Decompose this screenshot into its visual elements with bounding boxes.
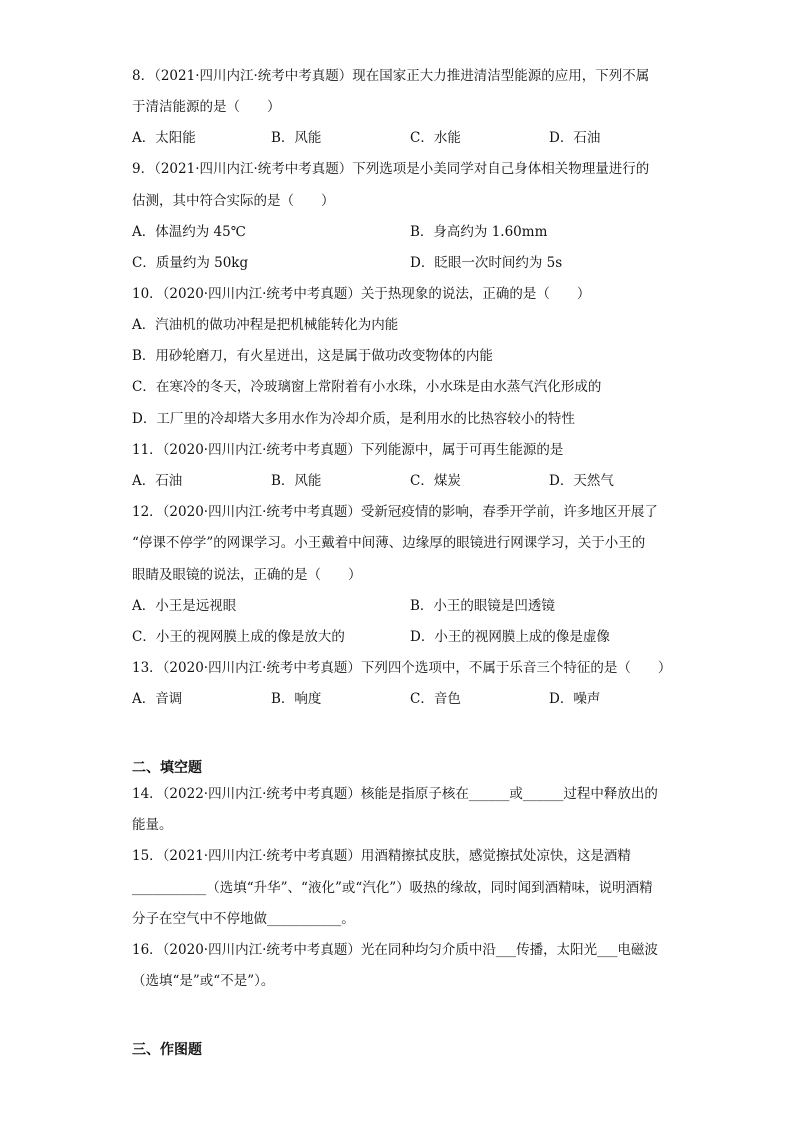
q13-stem: 13．（2020·四川内江·统考中考真题）下列四个选项中，不属于乐音三个特征的是（ ） bbox=[132, 660, 672, 676]
q9-option-d: D．眨眼一次时间约为 5s bbox=[410, 255, 563, 271]
q10-option-d: D．工厂里的冷却塔大多用水作为冷却介质，是利用水的比热容较小的特性 bbox=[132, 411, 575, 427]
q11-stem: 11．（2020·四川内江·统考中考真题）下列能源中，属于可再生能源的是 bbox=[132, 442, 564, 458]
q13-option-a: A．音调 bbox=[132, 691, 183, 707]
q12-stem-line2: “停课不停学”的网课学习。小王戴着中间薄、边缘厚的眼镜进行网课学习，关于小王的 bbox=[132, 535, 646, 551]
q15-stem-line3: 分子在空气中不停地做___________。 bbox=[132, 911, 355, 927]
q14-stem-line2: 能量。 bbox=[132, 817, 173, 833]
q13-option-c: C．音色 bbox=[410, 691, 461, 707]
q10-stem: 10．（2020·四川内江·统考中考真题）关于热现象的说法，正确的是（ ） bbox=[132, 286, 591, 302]
q10-option-b: B．用砂轮磨刀，有火星迸出，这是属于做功改变物体的内能 bbox=[132, 348, 493, 364]
q9-option-c: C．质量约为 50kg bbox=[132, 255, 249, 271]
q9-stem-line2: 估测，其中符合实际的是（ ） bbox=[132, 193, 335, 209]
q10-option-c: C．在寒冷的冬天，冷玻璃窗上常附着有小水珠，小水珠是由水蒸气汽化形成的 bbox=[132, 379, 602, 395]
q11-option-b: B．风能 bbox=[271, 473, 322, 489]
q8-option-d: D．石油 bbox=[549, 130, 601, 146]
q12-option-b: B．小王的眼镜是凹透镜 bbox=[410, 598, 555, 614]
q8-option-c: C．水能 bbox=[410, 130, 461, 146]
q11-option-a: A．石油 bbox=[132, 473, 183, 489]
q11-option-c: C．煤炭 bbox=[410, 473, 461, 489]
q15-stem-line1: 15．（2021·四川内江·统考中考真题）用酒精擦拭皮肤，感觉擦拭处凉快，这是酒精 bbox=[132, 848, 631, 864]
q16-stem-line2: （选填“是”或“不是”）。 bbox=[132, 973, 275, 989]
q12-option-c: C．小王的视网膜上成的像是放大的 bbox=[132, 629, 345, 645]
q10-option-a: A．汽油机的做功冲程是把机械能转化为内能 bbox=[132, 317, 399, 333]
q12-option-d: D．小王的视网膜上成的像是虚像 bbox=[410, 629, 610, 645]
q9-stem-line1: 9．（2021·四川内江·统考中考真题）下列选项是小美同学对自己身体相关物理量进行的 bbox=[132, 161, 650, 177]
q13-option-b: B．响度 bbox=[271, 691, 322, 707]
q9-option-a: A．体温约为 45℃ bbox=[132, 224, 246, 240]
q14-stem-line1: 14．（2022·四川内江·统考中考真题）核能是指原子核在______或______过程中释放出的 bbox=[132, 786, 658, 802]
section-drawing-heading: 三、作图题 bbox=[132, 1042, 202, 1058]
q13-option-d: D．噪声 bbox=[549, 691, 601, 707]
q9-option-b: B．身高约为 1.60mm bbox=[410, 224, 548, 240]
q8-stem-line1: 8．（2021·四川内江·统考中考真题）现在国家正大力推进清洁型能源的应用，下列不属 bbox=[132, 68, 650, 84]
q12-stem-line1: 12．（2020·四川内江·统考中考真题）受新冠疫情的影响，春季开学前，许多地区开展了 bbox=[132, 504, 658, 520]
q8-option-a: A．太阳能 bbox=[132, 130, 196, 146]
q11-option-d: D．天然气 bbox=[549, 473, 614, 489]
q8-option-b: B．风能 bbox=[271, 130, 322, 146]
q16-stem-line1: 16．（2020·四川内江·统考中考真题）光在同种均匀介质中沿___传播，太阳光___电磁波 bbox=[132, 942, 658, 958]
q15-stem-line2: ___________（选填“升华”、“液化”或“汽化”）吸热的缘故，同时闻到酒精味，说明酒精 bbox=[132, 880, 653, 896]
q12-stem-line3: 眼睛及眼镜的说法，正确的是（ ） bbox=[132, 567, 362, 583]
section-fill-in-heading: 二、填空题 bbox=[132, 760, 202, 776]
q12-option-a: A．小王是远视眼 bbox=[132, 598, 237, 614]
q8-stem-line2: 于清洁能源的是（ ） bbox=[132, 99, 281, 115]
